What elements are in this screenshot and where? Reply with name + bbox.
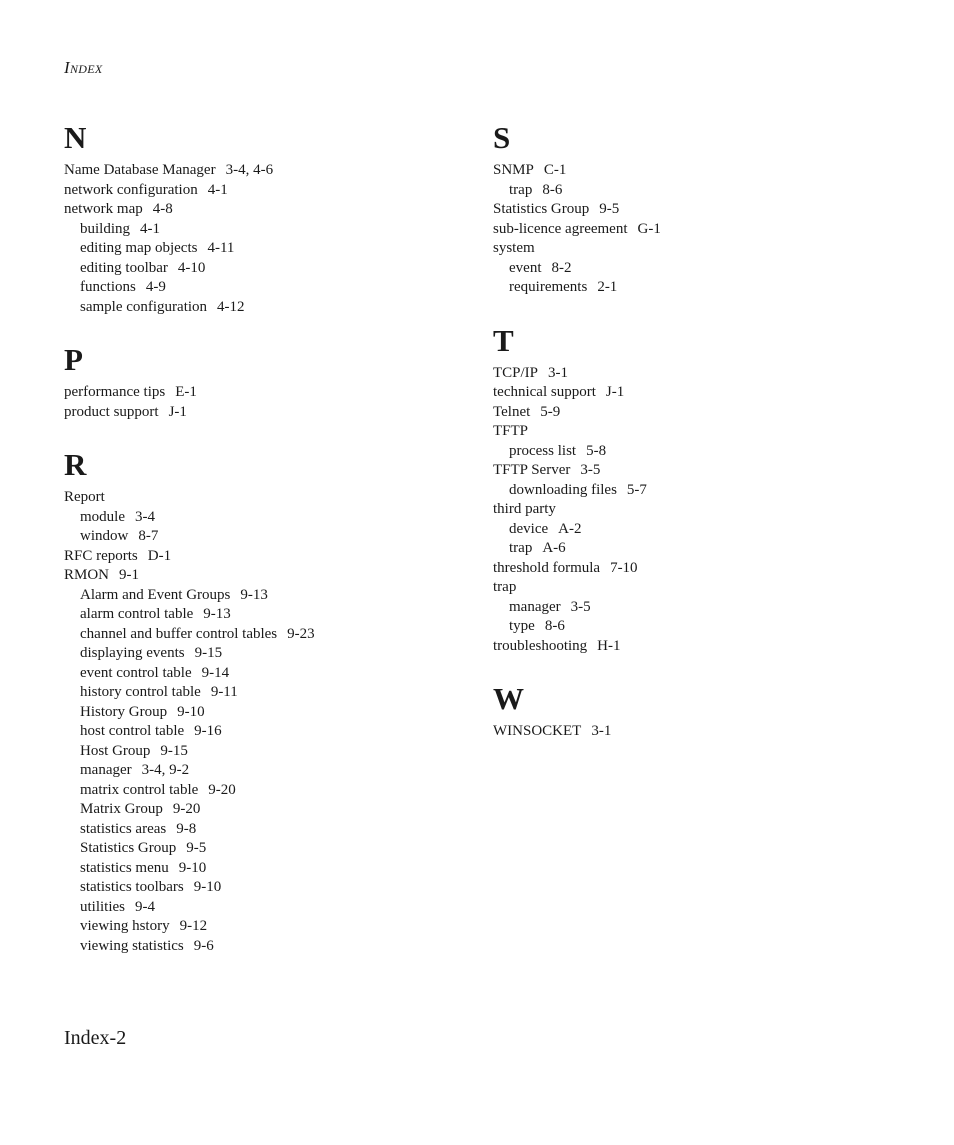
entry-pages: 9-15	[160, 742, 188, 759]
entry-term: Matrix Group	[80, 801, 163, 817]
entry-term: TFTP Server	[493, 462, 571, 478]
entry-pages: 9-6	[193, 937, 214, 954]
entry-term: manager	[509, 598, 561, 615]
index-subentry	[64, 683, 464, 703]
entry-pages: 4-8	[152, 201, 173, 217]
entry-pages: 9-20	[208, 781, 236, 798]
entry-term: window	[80, 528, 129, 544]
index-entry	[493, 220, 893, 240]
entry-pages: 4-12	[217, 298, 245, 315]
index-subentry	[64, 508, 464, 528]
index-subentry	[64, 839, 464, 859]
entry-pages: 9-11	[210, 684, 238, 700]
entry-term: downloading files	[509, 481, 617, 498]
entry-pages: G-1	[637, 220, 661, 237]
running-head: Index	[64, 58, 103, 77]
entry-pages: 3-4	[135, 508, 155, 525]
entry-pages: 5-9	[540, 403, 561, 420]
entry-term: History Group	[80, 703, 168, 720]
index-entry	[64, 488, 464, 508]
index-entry	[493, 364, 893, 384]
entry-pages: 9-5	[599, 201, 620, 217]
entry-term: module	[80, 508, 125, 525]
entry-pages: 3-1	[548, 364, 569, 381]
entry-pages: 4-9	[145, 279, 166, 295]
entry-pages: 7-10	[610, 559, 638, 576]
entry-term: displaying events	[80, 645, 185, 661]
entry-pages: 4-11	[207, 240, 235, 256]
entry-pages: 9-15	[194, 645, 223, 661]
entry-pages: 8-6	[542, 181, 563, 198]
index-subentry	[64, 664, 464, 684]
page-number: Index-2	[64, 1027, 127, 1049]
index-subentry	[64, 278, 464, 298]
entry-term: statistics toolbars	[80, 879, 184, 895]
entry-term: TFTP	[493, 423, 529, 439]
entry-pages: 3-4, 4-6	[225, 162, 274, 178]
index-entries	[64, 488, 464, 956]
index-entries	[64, 161, 464, 317]
entry-term: network map	[64, 201, 143, 217]
entry-term: technical support	[493, 384, 596, 400]
entry-pages: 9-23	[287, 625, 315, 642]
section-letter: P	[64, 342, 83, 377]
index-entry	[493, 403, 893, 423]
index-entry	[493, 722, 893, 742]
index-subentry	[493, 442, 893, 462]
entry-term: editing toolbar	[80, 259, 168, 276]
entry-term: threshold formula	[493, 559, 601, 576]
index-subentry	[64, 527, 464, 547]
index-subentry	[64, 917, 464, 937]
index-subentry	[64, 605, 464, 625]
entry-pages: A-2	[558, 520, 582, 537]
index-subentry	[64, 859, 464, 879]
entry-term: functions	[80, 279, 136, 295]
index-section-p	[64, 340, 464, 422]
index-entry	[64, 566, 464, 586]
index-subentry	[64, 239, 464, 259]
index-entries	[493, 364, 893, 657]
entry-pages: 8-2	[551, 259, 572, 276]
index-entry	[493, 383, 893, 403]
index-subentry	[64, 820, 464, 840]
entry-pages: 9-4	[135, 898, 155, 915]
entry-term: matrix control table	[80, 781, 199, 798]
section-letter: S	[493, 120, 511, 155]
index-section-w	[493, 679, 893, 742]
entry-term: third party	[493, 501, 556, 517]
entry-pages: 9-10	[193, 879, 222, 895]
section-gap	[493, 298, 893, 321]
entry-term: TCP/IP	[493, 364, 539, 381]
entry-pages: 4-10	[177, 259, 206, 276]
entry-term: statistics menu	[80, 859, 169, 876]
entry-pages: J-1	[168, 403, 187, 420]
index-entry	[493, 161, 893, 181]
entry-term: trap	[509, 540, 533, 556]
entry-term: Report	[64, 489, 105, 505]
entry-term: type	[509, 618, 535, 634]
index-subentry	[64, 703, 464, 723]
index-subentry	[493, 481, 893, 501]
entry-term: performance tips	[64, 384, 166, 400]
index-subentry	[64, 800, 464, 820]
entry-pages: C-1	[543, 162, 567, 178]
index-subentry	[493, 259, 893, 279]
entry-pages: 5-7	[626, 481, 647, 498]
index-subentry	[493, 520, 893, 540]
index-entry	[493, 422, 893, 442]
entry-term: product support	[64, 403, 159, 420]
entry-pages: 4-1	[140, 220, 161, 237]
index-entry	[493, 461, 893, 481]
entry-term: viewing hstory	[80, 918, 170, 934]
entry-term: building	[80, 220, 131, 237]
index-subentry	[64, 722, 464, 742]
entry-term: process list	[509, 442, 577, 459]
section-letter: W	[493, 681, 524, 716]
entry-pages: 9-10	[178, 859, 207, 876]
entry-term: trap	[509, 181, 533, 198]
entry-term: Statistics Group	[80, 840, 177, 856]
index-subentry	[64, 259, 464, 279]
entry-pages: 9-10	[177, 703, 205, 720]
index-subentry	[64, 937, 464, 957]
index-column-right	[493, 118, 893, 742]
entry-term: statistics areas	[80, 820, 167, 837]
entry-pages: 9-8	[176, 820, 197, 837]
entry-pages: 9-13	[240, 586, 268, 603]
entry-term: sample configuration	[80, 298, 208, 315]
index-entries	[64, 383, 464, 422]
entry-term: network configuration	[64, 181, 198, 198]
index-entry	[64, 547, 464, 567]
entry-pages: 9-14	[201, 664, 230, 681]
index-entry	[64, 200, 464, 220]
entry-pages: 9-5	[186, 840, 207, 856]
entry-term: Statistics Group	[493, 201, 590, 217]
index-entry	[493, 500, 893, 520]
entry-term: WINSOCKET	[493, 723, 582, 739]
section-gap	[64, 317, 464, 340]
index-entries	[493, 161, 893, 298]
entry-pages: E-1	[175, 384, 197, 400]
index-section-s	[493, 118, 893, 298]
index-section-r	[64, 445, 464, 956]
index-subentry	[64, 742, 464, 762]
index-subentry	[64, 898, 464, 918]
entry-term: utilities	[80, 898, 125, 915]
entry-pages: 9-16	[194, 723, 222, 739]
entry-pages: D-1	[147, 547, 172, 564]
entry-term: requirements	[509, 279, 588, 295]
index-entry	[64, 383, 464, 403]
index-subentry	[64, 586, 464, 606]
index-section-n	[64, 118, 464, 317]
entry-pages: 8-7	[138, 528, 159, 544]
index-entries	[493, 722, 893, 742]
index-entry	[64, 161, 464, 181]
entry-term: manager	[80, 762, 132, 778]
entry-term: event control table	[80, 664, 192, 681]
entry-pages: J-1	[605, 384, 625, 400]
entry-pages: 9-1	[119, 567, 140, 583]
entry-pages: 9-20	[172, 801, 201, 817]
entry-pages: 5-8	[586, 442, 607, 459]
entry-pages: 8-6	[544, 618, 565, 634]
index-subentry	[493, 539, 893, 559]
entry-term: editing map objects	[80, 240, 198, 256]
index-section-t	[493, 321, 893, 657]
entry-term: Name Database Manager	[64, 162, 216, 178]
entry-term: alarm control table	[80, 606, 194, 622]
index-subentry	[493, 278, 893, 298]
entry-term: Alarm and Event Groups	[80, 586, 231, 603]
entry-term: SNMP	[493, 162, 534, 178]
index-entry	[64, 403, 464, 423]
entry-term: Telnet	[493, 403, 531, 420]
entry-term: Host Group	[80, 742, 151, 759]
section-letter: N	[64, 120, 87, 155]
entry-term: host control table	[80, 723, 185, 739]
entry-pages: 9-12	[179, 918, 208, 934]
index-entry	[493, 200, 893, 220]
entry-term: history control table	[80, 684, 201, 700]
entry-term: sub-licence agreement	[493, 220, 628, 237]
index-entry	[493, 578, 893, 598]
index-subentry	[64, 220, 464, 240]
index-subentry	[64, 644, 464, 664]
index-subentry	[64, 781, 464, 801]
entry-term: troubleshooting	[493, 637, 588, 654]
index-subentry	[64, 878, 464, 898]
entry-pages: 3-4, 9-2	[141, 762, 190, 778]
entry-pages: 2-1	[597, 279, 618, 295]
index-subentry	[493, 181, 893, 201]
index-subentry	[64, 761, 464, 781]
index-subentry	[64, 625, 464, 645]
entry-term: device	[509, 520, 549, 537]
entry-term: RFC reports	[64, 547, 138, 564]
entry-pages: 3-5	[580, 462, 601, 478]
entry-term: channel and buffer control tables	[80, 625, 278, 642]
section-gap	[64, 422, 464, 445]
index-entry	[64, 181, 464, 201]
entry-pages: 3-5	[570, 598, 591, 615]
index-entry	[493, 637, 893, 657]
entry-pages: A-6	[542, 540, 566, 556]
entry-term: trap	[493, 579, 517, 595]
entry-term: event	[509, 259, 542, 276]
entry-term: system	[493, 240, 535, 256]
entry-term: viewing statistics	[80, 937, 184, 954]
index-column-left	[64, 118, 464, 956]
index-subentry	[493, 598, 893, 618]
section-letter: T	[493, 322, 514, 358]
index-entry	[493, 239, 893, 259]
section-letter: R	[64, 447, 87, 482]
index-entry	[493, 559, 893, 579]
section-gap	[493, 656, 893, 679]
entry-pages: 4-1	[207, 181, 228, 198]
entry-term: RMON	[64, 567, 110, 583]
index-subentry	[64, 298, 464, 318]
entry-pages: 3-1	[591, 723, 612, 739]
entry-pages: 9-13	[203, 606, 231, 622]
entry-pages: H-1	[597, 637, 621, 654]
index-subentry	[493, 617, 893, 637]
